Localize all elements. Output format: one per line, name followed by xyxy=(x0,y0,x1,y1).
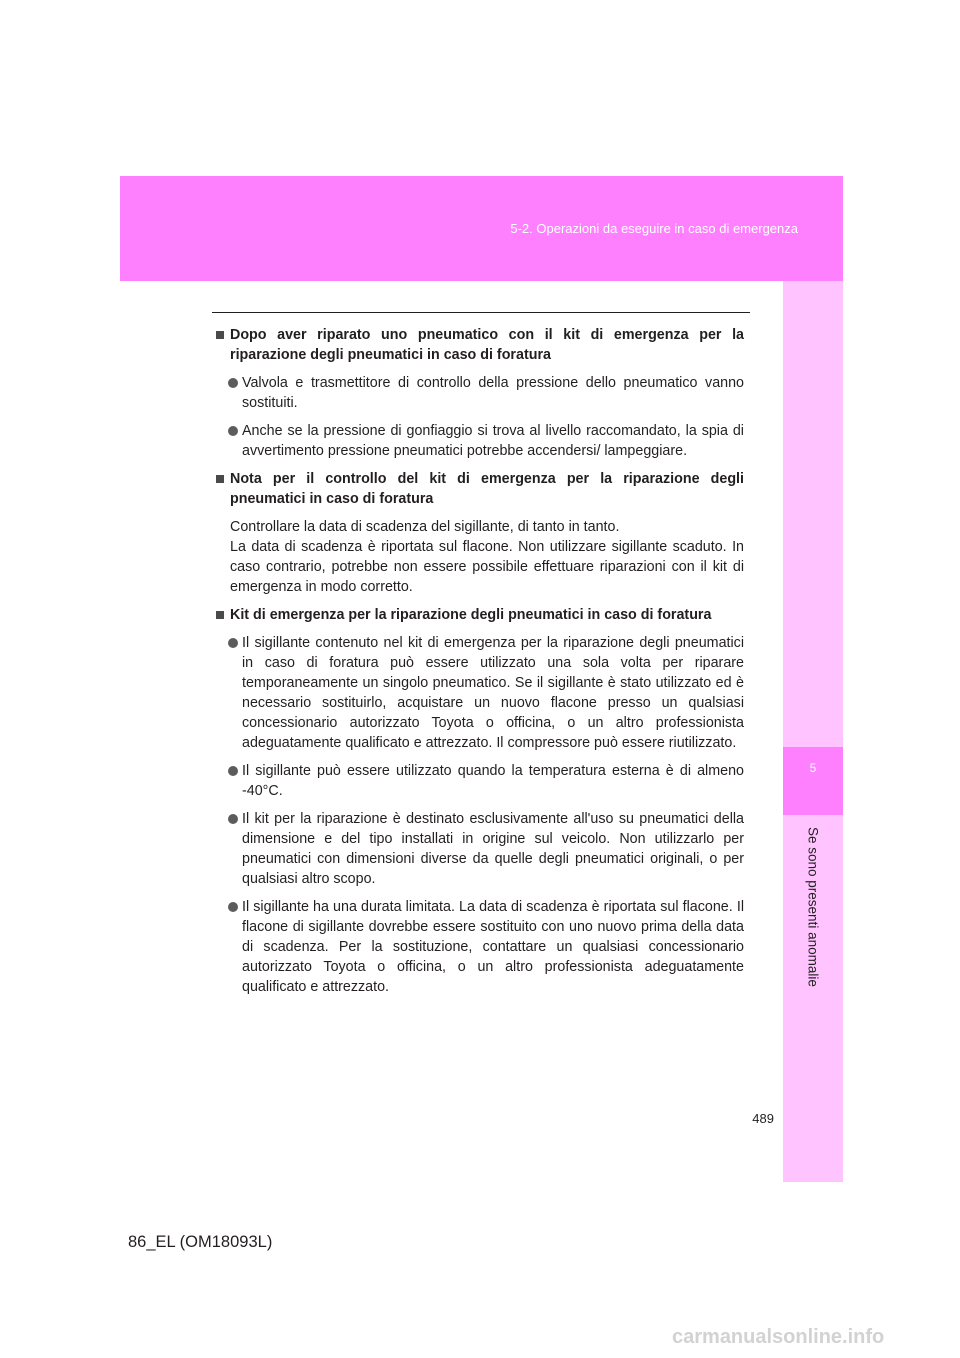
page-number: 489 xyxy=(752,1111,774,1126)
chapter-title: Se sono presenti anomalie xyxy=(805,827,821,987)
bullet-item xyxy=(216,373,744,413)
bullet-text: Il sigillante può essere utilizzato quando la temperatura esterna è di almeno -40°C. xyxy=(242,763,744,799)
circle-bullet-icon xyxy=(228,766,238,776)
paragraph-line: La data di scadenza è riportata sul flacone. Non utilizzare sigillante scaduto. In caso contrario, potrebbe non essere possibile effettuare riparazioni con il kit di emergenza in modo corretto. xyxy=(230,539,744,595)
bullet-item xyxy=(216,761,744,801)
square-bullet-icon xyxy=(216,475,224,483)
chapter-number: 5 xyxy=(809,761,817,775)
square-bullet-icon xyxy=(216,331,224,339)
document-code: 86_EL (OM18093L) xyxy=(128,1233,273,1251)
bullet-item xyxy=(216,633,744,753)
main-content xyxy=(216,325,744,1005)
circle-bullet-icon xyxy=(228,378,238,388)
paragraph-line: Controllare la data di scadenza del sigillante, di tanto in tanto. xyxy=(230,519,620,535)
bullet-item xyxy=(216,421,744,461)
bullet-item xyxy=(216,897,744,997)
circle-bullet-icon xyxy=(228,426,238,436)
body-paragraph xyxy=(216,517,744,597)
heading-text: Kit di emergenza per la riparazione degli pneumatici in caso di foratura xyxy=(230,607,712,623)
square-bullet-icon xyxy=(216,611,224,619)
top-divider xyxy=(212,312,750,313)
bullet-text: Valvola e trasmettitore di controllo della pressione dello pneumatico vanno sostituiti. xyxy=(242,375,744,411)
section-heading xyxy=(216,325,744,365)
bullet-item xyxy=(216,809,744,889)
bullet-text: Il sigillante contenuto nel kit di emergenza per la riparazione degli pneumatici in caso di foratura può essere utilizzato una sola volta per riparare temporaneamente un singolo pneumatico. Se il sigillante è stato utilizzato ed è necessario sostituirlo, acquistare un nuovo flacone presso un qualsiasi concessionario autorizzato Toyota o officina, o un altro professionista adeguatamente qualificato e attrezzato. Il compressore può essere riutilizzato. xyxy=(242,635,744,751)
chapter-number-box xyxy=(783,747,843,815)
circle-bullet-icon xyxy=(228,902,238,912)
heading-text: Nota per il controllo del kit di emergenza per la riparazione degli pneumatici in caso di foratura xyxy=(230,471,744,507)
circle-bullet-icon xyxy=(228,814,238,824)
chapter-side-tab xyxy=(783,281,843,1182)
section-heading xyxy=(216,469,744,509)
section-heading xyxy=(216,605,744,625)
heading-text: Dopo aver riparato uno pneumatico con il kit di emergenza per la riparazione degli pneumatici in caso di foratura xyxy=(230,327,744,363)
bullet-text: Anche se la pressione di gonfiaggio si trova al livello raccomandato, la spia di avvertimento pressione pneumatici potrebbe accendersi/ lampeggiare. xyxy=(242,423,744,459)
header-band xyxy=(120,176,843,281)
watermark: carmanualsonline.info xyxy=(672,1326,885,1348)
bullet-text: Il sigillante ha una durata limitata. La data di scadenza è riportata sul flacone. Il flacone di sigillante dovrebbe essere sostituito con uno nuovo prima della data di scadenza. Per la sostituzione, contattare un qualsiasi concessionario autorizzato Toyota o officina, o un altro professionista adeguatamente qualificato e attrezzato. xyxy=(242,899,744,995)
bullet-text: Il kit per la riparazione è destinato esclusivamente all'uso su pneumatici della dimensione e del tipo installati in origine sul veicolo. Non utilizzarlo per pneumatici con dimensioni diverse da quelle degli pneumatici originali, o per qualsiasi altro scopo. xyxy=(242,811,744,887)
circle-bullet-icon xyxy=(228,638,238,648)
section-title: 5-2. Operazioni da eseguire in caso di emergenza xyxy=(510,221,798,236)
